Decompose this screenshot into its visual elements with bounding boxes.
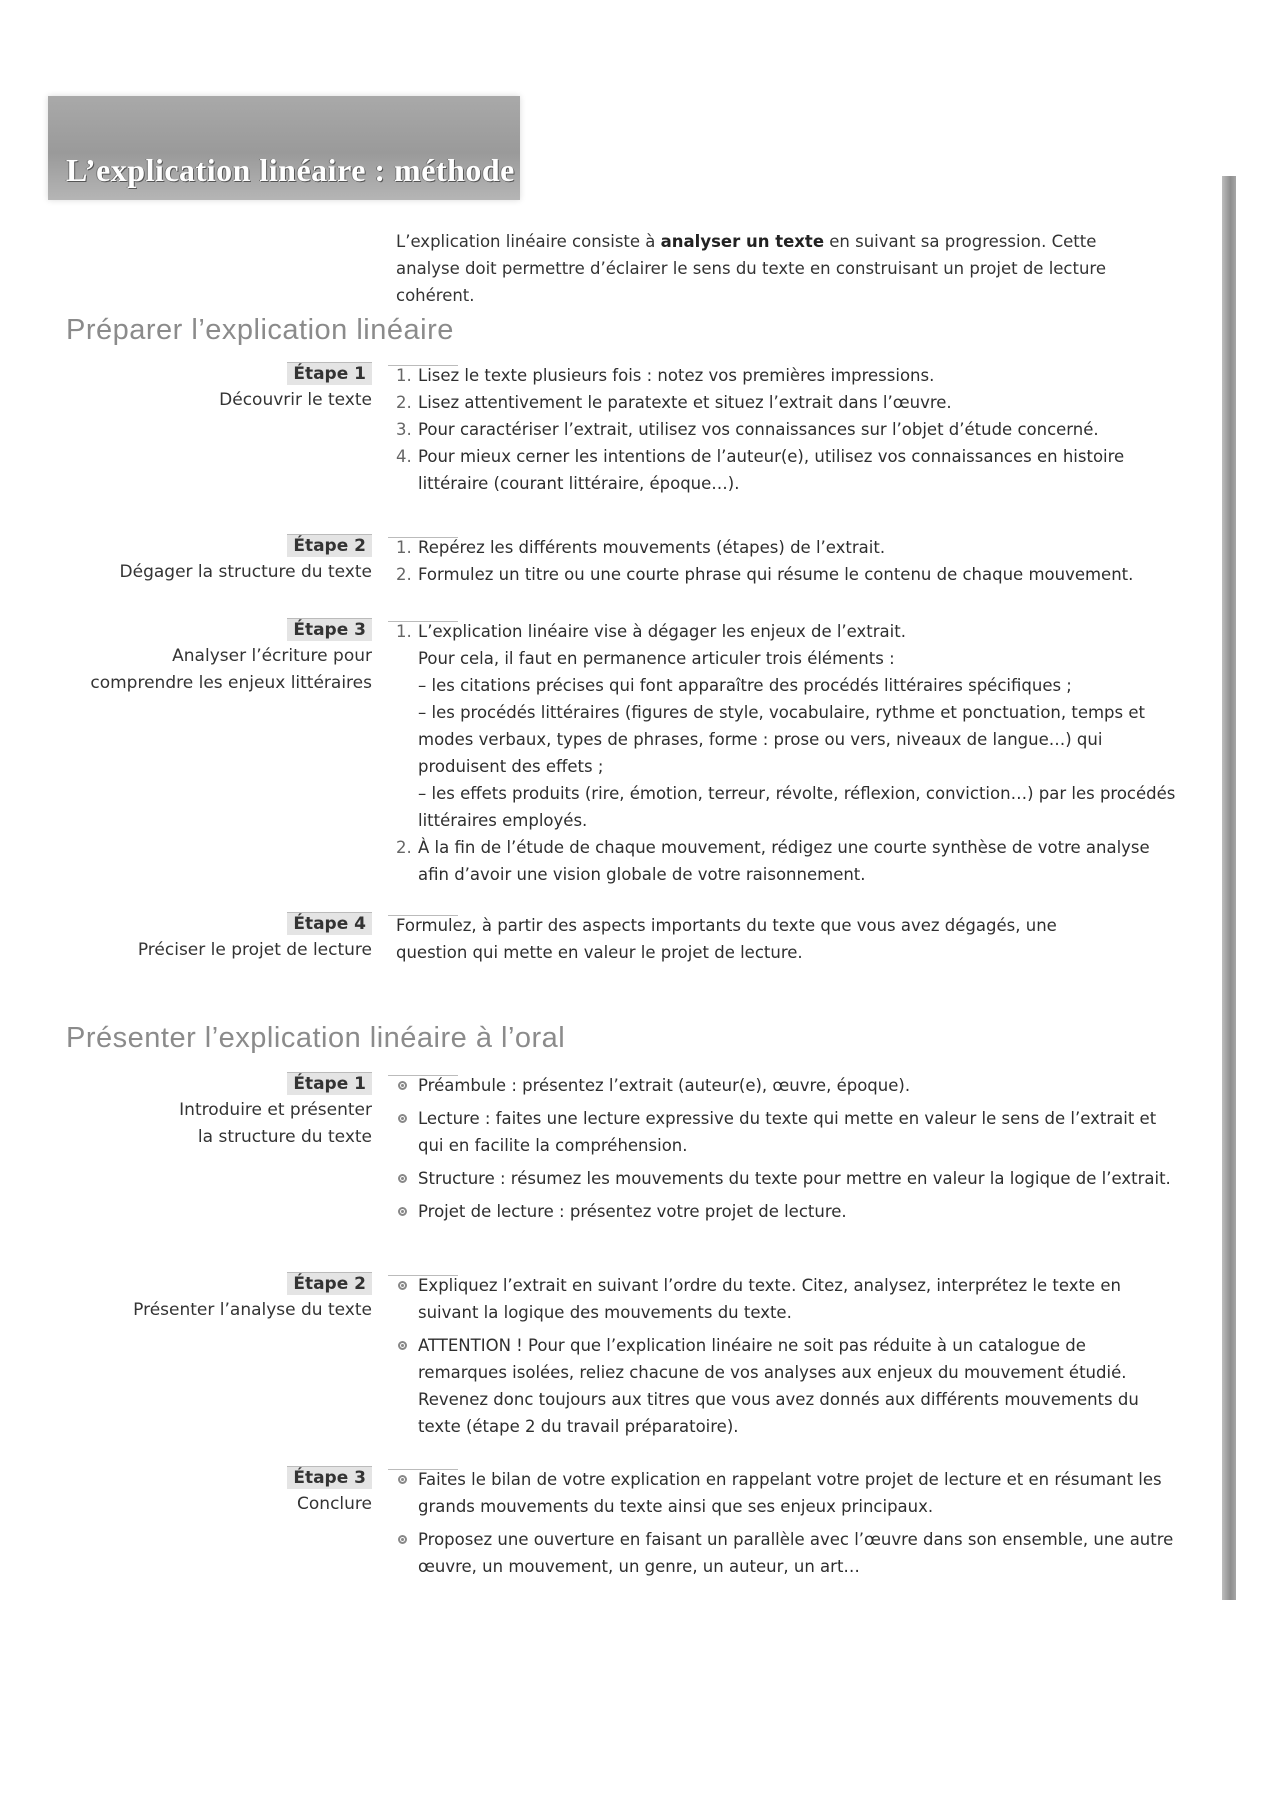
bullet-icon: [398, 1207, 407, 1216]
page-title: L’explication linéaire : méthode: [66, 152, 515, 188]
item-line: – les procédés littéraires (figures de style, vocabulaire, rythme et ponctuation, temps et modes verbaux, types de phrases, forme : prose ou vers, niveaux de langue…) qui produisent des effets ;: [418, 703, 1145, 776]
bullet-icon: [398, 1174, 407, 1183]
item-text: Repérez les différents mouvements (étapes) de l’extrait.: [418, 538, 886, 557]
bullet-item: [396, 1466, 1176, 1520]
list-item: [396, 561, 1176, 588]
item-number: 1.: [396, 366, 412, 385]
bullet-text: Préambule : présentez l’extrait (auteur(e), œuvre, époque).: [418, 1076, 911, 1095]
item-text: Formulez un titre ou une courte phrase qui résume le contenu de chaque mouvement.: [418, 565, 1134, 584]
step-subtitle-line-1: Introduire et présenter: [179, 1100, 372, 1120]
item-line: – les effets produits (rire, émotion, terreur, révolte, réflexion, conviction…) par les procédés littéraires employés.: [418, 784, 1176, 830]
bullet-item: [396, 1165, 1176, 1192]
step-badge: Étape 3: [287, 618, 372, 641]
bullet-icon: [398, 1475, 407, 1484]
list-item: [396, 362, 1176, 389]
item-text: Pour caractériser l’extrait, utilisez vos connaissances sur l’objet d’étude concerné.: [418, 420, 1099, 439]
list-item: [396, 834, 1176, 888]
item-text: Pour mieux cerner les intentions de l’auteur(e), utilisez vos connaissances en histoire littéraire (courant littéraire, époque…).: [418, 447, 1125, 493]
bullet-text: ATTENTION ! Pour que l’explication linéaire ne soit pas réduite à un catalogue de remarques isolées, reliez chacune de vos analyses aux enjeux du mouvement étudié. Revenez donc toujours aux titres que vous avez donnés aux différents mouvements du texte (étape 2 du travail préparatoire).: [418, 1336, 1139, 1436]
item-number: 1.: [396, 538, 412, 557]
list-item: [396, 389, 1176, 416]
intro-paragraph: [396, 228, 1164, 309]
step-subtitle-line-1: Analyser l’écriture pour: [172, 646, 372, 666]
item-line: L’explication linéaire vise à dégager les enjeux de l’extrait.: [418, 622, 906, 641]
step-badge: Étape 1: [287, 362, 372, 385]
item-number: 2.: [396, 393, 412, 412]
bullet-icon: [398, 1535, 407, 1544]
bullet-text: Projet de lecture : présentez votre projet de lecture.: [418, 1202, 847, 1221]
list-item: [396, 618, 1176, 834]
step-subtitle-line-2: comprendre les enjeux littéraires: [90, 673, 372, 693]
step-badge: Étape 4: [287, 912, 372, 935]
bullet-item: [396, 1272, 1176, 1326]
bullet-text: Expliquez l’extrait en suivant l’ordre du texte. Citez, analysez, interprétez le texte en suivant la logique des mouvements du texte.: [418, 1276, 1121, 1322]
bullet-text: Lecture : faites une lecture expressive du texte qui mette en valeur le sens de l’extrait et qui en facilite la compréhension.: [418, 1109, 1157, 1155]
bullet-item: [396, 1198, 1176, 1225]
item-text: Lisez le texte plusieurs fois : notez vos premières impressions.: [418, 366, 935, 385]
list-item: [396, 443, 1176, 497]
bullet-item: [396, 1072, 1176, 1099]
step-badge: Étape 1: [287, 1072, 372, 1095]
bullet-item: [396, 1526, 1176, 1580]
step-text: Formulez, à partir des aspects importants du texte que vous avez dégagés, une question qui mette en valeur le projet de lecture.: [396, 916, 1057, 962]
bullet-icon: [398, 1114, 407, 1123]
item-line: Pour cela, il faut en permanence articuler trois éléments :: [418, 649, 895, 668]
step-subtitle: Présenter l’analyse du texte: [133, 1300, 372, 1320]
intro-bold: analyser un texte: [660, 232, 825, 251]
bullet-item: [396, 1105, 1176, 1159]
step-subtitle: Dégager la structure du texte: [119, 562, 372, 582]
bullet-icon: [398, 1341, 407, 1350]
item-number: 4.: [396, 447, 412, 466]
step-subtitle: Préciser le projet de lecture: [137, 940, 372, 960]
page-edge-bar: [1222, 176, 1236, 1600]
step-badge: Étape 2: [287, 1272, 372, 1295]
section-title-preparer: Préparer l’explication linéaire: [66, 314, 454, 346]
intro-text-2: en suivant sa progression. Cette analyse doit permettre d’éclairer le sens du texte en construisant un projet de lecture cohérent.: [396, 232, 1106, 305]
intro-text-1: L’explication linéaire consiste à: [396, 232, 661, 251]
list-item: [396, 534, 1176, 561]
item-number: 3.: [396, 420, 412, 439]
item-number: 1.: [396, 622, 412, 641]
list-item: [396, 416, 1176, 443]
step-subtitle-line-2: la structure du texte: [197, 1127, 372, 1147]
item-number: 2.: [396, 565, 412, 584]
item-line: – les citations précises qui font apparaître des procédés littéraires spécifiques ;: [418, 676, 1072, 695]
bullet-text: Faites le bilan de votre explication en rappelant votre projet de lecture et en résumant les grands mouvements du texte ainsi que ses enjeux principaux.: [418, 1470, 1162, 1516]
step-badge: Étape 3: [287, 1466, 372, 1489]
item-text: À la fin de l’étude de chaque mouvement, rédigez une courte synthèse de votre analyse afin d’avoir une vision globale de votre raisonnement.: [418, 838, 1150, 884]
bullet-item: [396, 1332, 1176, 1440]
bullet-icon: [398, 1281, 407, 1290]
item-text: Lisez attentivement le paratexte et situez l’extrait dans l’œuvre.: [418, 393, 952, 412]
step-badge: Étape 2: [287, 534, 372, 557]
bullet-text: Proposez une ouverture en faisant un parallèle avec l’œuvre dans son ensemble, une autre œuvre, un mouvement, un genre, un auteur, un art…: [418, 1530, 1174, 1576]
step-subtitle: Découvrir le texte: [219, 390, 372, 410]
bullet-icon: [398, 1081, 407, 1090]
bullet-text: Structure : résumez les mouvements du texte pour mettre en valeur la logique de l’extrait.: [418, 1169, 1171, 1188]
item-number: 2.: [396, 838, 412, 857]
section-title-presenter: Présenter l’explication linéaire à l’oral: [66, 1022, 566, 1054]
step-subtitle: Conclure: [297, 1494, 372, 1514]
